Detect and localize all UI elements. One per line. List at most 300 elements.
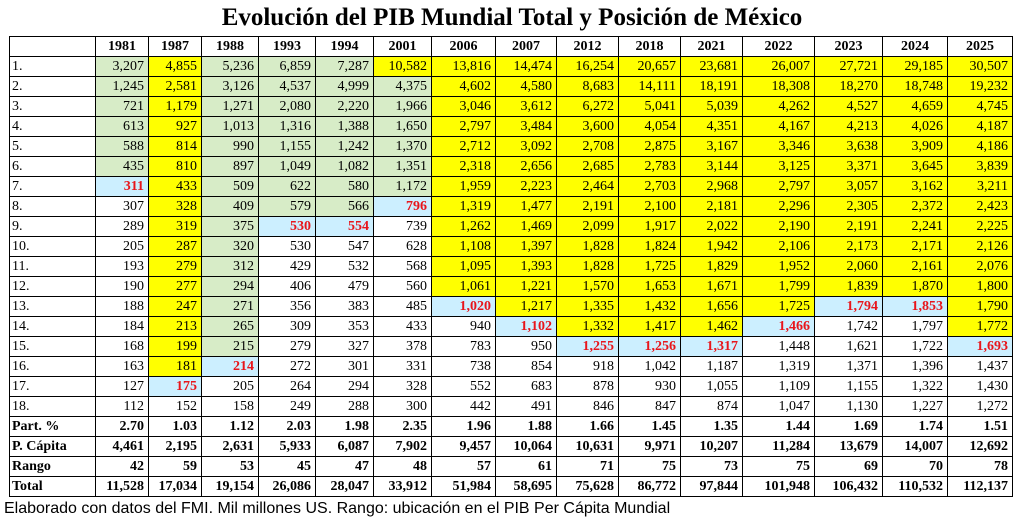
gdp-cell: 530	[259, 237, 316, 257]
gdp-cell: 4,026	[883, 117, 948, 137]
gdp-cell: 628	[374, 237, 432, 257]
year-header: 2012	[557, 37, 619, 57]
gdp-cell: 1,800	[948, 277, 1013, 297]
gdp-cell: 2,241	[883, 217, 948, 237]
gdp-cell: 1,621	[815, 337, 883, 357]
year-header: 2006	[432, 37, 496, 57]
gdp-cell: 721	[96, 97, 149, 117]
gdp-cell: 1,917	[619, 217, 681, 237]
summary-cell: 10,207	[681, 437, 743, 457]
year-header: 2023	[815, 37, 883, 57]
gdp-cell: 783	[432, 337, 496, 357]
gdp-cell: 309	[259, 317, 316, 337]
table-row	[10, 197, 1013, 217]
gdp-cell: 13,816	[432, 57, 496, 77]
rank-label: 8.	[10, 197, 96, 217]
summary-cell: 75	[743, 457, 815, 477]
gdp-cell: 2,703	[619, 177, 681, 197]
gdp-cell: 2,423	[948, 197, 1013, 217]
gdp-cell: 3,600	[557, 117, 619, 137]
table-row	[10, 257, 1013, 277]
gdp-cell: 1,722	[883, 337, 948, 357]
gdp-cell: 1,319	[432, 197, 496, 217]
summary-cell: 75	[619, 457, 681, 477]
gdp-cell: 1,272	[948, 397, 1013, 417]
gdp-cell: 568	[374, 257, 432, 277]
gdp-cell: 3,046	[432, 97, 496, 117]
mexico-cell: 1,102	[496, 317, 557, 337]
summary-label: Rango	[10, 457, 96, 477]
gdp-cell: 2,191	[557, 197, 619, 217]
gdp-cell: 1,417	[619, 317, 681, 337]
gdp-cell: 479	[316, 277, 374, 297]
table-row	[10, 317, 1013, 337]
gdp-cell: 1,870	[883, 277, 948, 297]
summary-cell: 1.51	[948, 417, 1013, 437]
summary-cell: 97,844	[681, 477, 743, 497]
gdp-cell: 429	[259, 257, 316, 277]
gdp-cell: 1,351	[374, 157, 432, 177]
gdp-cell: 2,080	[259, 97, 316, 117]
gdp-cell: 810	[149, 157, 202, 177]
gdp-cell: 1,653	[619, 277, 681, 297]
gdp-cell: 739	[374, 217, 432, 237]
mexico-cell: 1,794	[815, 297, 883, 317]
gdp-cell: 1,371	[815, 357, 883, 377]
gdp-cell: 2,190	[743, 217, 815, 237]
summary-cell: 1.88	[496, 417, 557, 437]
year-header: 2022	[743, 37, 815, 57]
gdp-cell: 1,155	[259, 137, 316, 157]
summary-cell: 12,692	[948, 437, 1013, 457]
summary-cell: 112,137	[948, 477, 1013, 497]
mexico-cell: 1,255	[557, 337, 619, 357]
summary-label: Total	[10, 477, 96, 497]
gdp-cell: 294	[202, 277, 259, 297]
gdp-cell: 3,144	[681, 157, 743, 177]
gdp-cell: 2,022	[681, 217, 743, 237]
gdp-cell: 199	[149, 337, 202, 357]
gdp-cell: 1,671	[681, 277, 743, 297]
gdp-cell: 1,437	[948, 357, 1013, 377]
gdp-cell: 588	[96, 137, 149, 157]
summary-cell: 2,631	[202, 437, 259, 457]
summary-cell: 70	[883, 457, 948, 477]
gdp-cell: 2,100	[619, 197, 681, 217]
gdp-cell: 433	[374, 317, 432, 337]
gdp-cell: 4,999	[316, 77, 374, 97]
gdp-cell: 3,638	[815, 137, 883, 157]
gdp-cell: 1,049	[259, 157, 316, 177]
summary-cell: 2.70	[96, 417, 149, 437]
gdp-cell: 2,191	[815, 217, 883, 237]
gdp-cell: 378	[374, 337, 432, 357]
gdp-cell: 190	[96, 277, 149, 297]
gdp-cell: 328	[374, 377, 432, 397]
gdp-cell: 1,790	[948, 297, 1013, 317]
rank-label: 18.	[10, 397, 96, 417]
year-header: 1981	[96, 37, 149, 57]
gdp-cell: 3,162	[883, 177, 948, 197]
gdp-cell: 2,099	[557, 217, 619, 237]
summary-label: Part. %	[10, 417, 96, 437]
gdp-cell: 1,179	[149, 97, 202, 117]
summary-cell: 1.12	[202, 417, 259, 437]
gdp-cell: 4,187	[948, 117, 1013, 137]
rank-label: 4.	[10, 117, 96, 137]
gdp-cell: 3,057	[815, 177, 883, 197]
gdp-cell: 18,191	[681, 77, 743, 97]
gdp-cell: 847	[619, 397, 681, 417]
rank-label: 12.	[10, 277, 96, 297]
gdp-cell: 2,296	[743, 197, 815, 217]
gdp-cell: 1,335	[557, 297, 619, 317]
rank-label: 7.	[10, 177, 96, 197]
mexico-cell: 1,466	[743, 317, 815, 337]
gdp-cell: 7,287	[316, 57, 374, 77]
rank-label: 15.	[10, 337, 96, 357]
summary-cell: 19,154	[202, 477, 259, 497]
gdp-cell: 950	[496, 337, 557, 357]
mexico-cell: 530	[259, 217, 316, 237]
gdp-cell: 1,797	[883, 317, 948, 337]
summary-cell: 42	[96, 457, 149, 477]
table-row	[10, 117, 1013, 137]
summary-cell: 75,628	[557, 477, 619, 497]
rank-label: 11.	[10, 257, 96, 277]
gdp-cell: 356	[259, 297, 316, 317]
gdp-cell: 1,942	[681, 237, 743, 257]
summary-cell: 51,984	[432, 477, 496, 497]
gdp-table	[9, 36, 1013, 497]
gdp-cell: 327	[316, 337, 374, 357]
rank-label: 3.	[10, 97, 96, 117]
gdp-cell: 552	[432, 377, 496, 397]
gdp-cell: 566	[316, 197, 374, 217]
gdp-cell: 375	[202, 217, 259, 237]
summary-cell: 110,532	[883, 477, 948, 497]
gdp-cell: 3,612	[496, 97, 557, 117]
gdp-cell: 319	[149, 217, 202, 237]
gdp-cell: 1,061	[432, 277, 496, 297]
rank-label: 13.	[10, 297, 96, 317]
summary-cell: 10,631	[557, 437, 619, 457]
gdp-cell: 2,225	[948, 217, 1013, 237]
gdp-cell: 1,271	[202, 97, 259, 117]
gdp-cell: 3,645	[883, 157, 948, 177]
table-row	[10, 77, 1013, 97]
gdp-cell: 30,507	[948, 57, 1013, 77]
gdp-cell: 2,076	[948, 257, 1013, 277]
gdp-cell: 1,656	[681, 297, 743, 317]
gdp-cell: 3,346	[743, 137, 815, 157]
gdp-cell: 265	[202, 317, 259, 337]
gdp-cell: 2,372	[883, 197, 948, 217]
gdp-cell: 1,432	[619, 297, 681, 317]
summary-cell: 11,528	[96, 477, 149, 497]
gdp-cell: 112	[96, 397, 149, 417]
gdp-cell: 5,039	[681, 97, 743, 117]
rank-label: 2.	[10, 77, 96, 97]
mexico-cell: 1,693	[948, 337, 1013, 357]
gdp-cell: 1,013	[202, 117, 259, 137]
table-row	[10, 277, 1013, 297]
gdp-cell: 353	[316, 317, 374, 337]
mexico-cell: 214	[202, 357, 259, 377]
summary-cell: 4,461	[96, 437, 149, 457]
gdp-cell: 683	[496, 377, 557, 397]
gdp-cell: 279	[259, 337, 316, 357]
summary-cell: 10,064	[496, 437, 557, 457]
gdp-cell: 1,650	[374, 117, 432, 137]
table-row	[10, 297, 1013, 317]
gdp-cell: 738	[432, 357, 496, 377]
gdp-cell: 18,270	[815, 77, 883, 97]
gdp-cell: 300	[374, 397, 432, 417]
year-header: 1994	[316, 37, 374, 57]
gdp-cell: 4,167	[743, 117, 815, 137]
header-row	[10, 37, 1013, 57]
summary-cell: 13,679	[815, 437, 883, 457]
summary-cell: 71	[557, 457, 619, 477]
footnote: Elaborado con datos del FMI. Mil millones US. Rango: ubicación en el PIB Per Cápita Mundial	[4, 500, 671, 517]
gdp-cell: 990	[202, 137, 259, 157]
gdp-cell: 272	[259, 357, 316, 377]
gdp-cell: 547	[316, 237, 374, 257]
gdp-cell: 1,966	[374, 97, 432, 117]
gdp-cell: 331	[374, 357, 432, 377]
page-title: Evolución del PIB Mundial Total y Posición de México	[221, 4, 803, 31]
summary-cell: 59	[149, 457, 202, 477]
gdp-cell: 435	[96, 157, 149, 177]
gdp-cell: 264	[259, 377, 316, 397]
gdp-cell: 1,262	[432, 217, 496, 237]
gdp-cell: 1,829	[681, 257, 743, 277]
gdp-cell: 1,227	[883, 397, 948, 417]
gdp-cell: 2,685	[557, 157, 619, 177]
gdp-cell: 1,397	[496, 237, 557, 257]
gdp-cell: 1,055	[681, 377, 743, 397]
gdp-cell: 1,108	[432, 237, 496, 257]
table-row	[10, 97, 1013, 117]
year-header: 1993	[259, 37, 316, 57]
gdp-cell: 3,126	[202, 77, 259, 97]
summary-cell: 48	[374, 457, 432, 477]
table-row	[10, 157, 1013, 177]
gdp-cell: 4,186	[948, 137, 1013, 157]
gdp-cell: 1,217	[496, 297, 557, 317]
year-header: 1988	[202, 37, 259, 57]
gdp-cell: 328	[149, 197, 202, 217]
summary-cell: 17,034	[149, 477, 202, 497]
gdp-cell: 8,683	[557, 77, 619, 97]
gdp-cell: 1,799	[743, 277, 815, 297]
gdp-cell: 1,393	[496, 257, 557, 277]
summary-row	[10, 477, 1013, 497]
gdp-cell: 1,316	[259, 117, 316, 137]
summary-cell: 7,902	[374, 437, 432, 457]
gdp-cell: 532	[316, 257, 374, 277]
mexico-cell: 1,317	[681, 337, 743, 357]
year-header: 1987	[149, 37, 202, 57]
gdp-cell: 168	[96, 337, 149, 357]
summary-cell: 106,432	[815, 477, 883, 497]
gdp-cell: 2,708	[557, 137, 619, 157]
mexico-cell: 311	[96, 177, 149, 197]
year-header: 2018	[619, 37, 681, 57]
gdp-cell: 4,375	[374, 77, 432, 97]
gdp-cell: 622	[259, 177, 316, 197]
summary-cell: 1.98	[316, 417, 374, 437]
gdp-cell: 1,388	[316, 117, 374, 137]
summary-cell: 101,948	[743, 477, 815, 497]
gdp-cell: 406	[259, 277, 316, 297]
gdp-cell: 26,007	[743, 57, 815, 77]
gdp-cell: 5,041	[619, 97, 681, 117]
gdp-cell: 188	[96, 297, 149, 317]
gdp-cell: 560	[374, 277, 432, 297]
table-row	[10, 337, 1013, 357]
gdp-cell: 1,172	[374, 177, 432, 197]
gdp-cell: 2,875	[619, 137, 681, 157]
gdp-cell: 19,232	[948, 77, 1013, 97]
gdp-cell: 940	[432, 317, 496, 337]
gdp-cell: 613	[96, 117, 149, 137]
gdp-cell: 213	[149, 317, 202, 337]
gdp-cell: 1,742	[815, 317, 883, 337]
gdp-cell: 271	[202, 297, 259, 317]
summary-cell: 47	[316, 457, 374, 477]
gdp-cell: 1,725	[743, 297, 815, 317]
gdp-cell: 2,171	[883, 237, 948, 257]
gdp-cell: 247	[149, 297, 202, 317]
gdp-cell: 1,322	[883, 377, 948, 397]
gdp-cell: 580	[316, 177, 374, 197]
mexico-cell: 175	[149, 377, 202, 397]
gdp-cell: 301	[316, 357, 374, 377]
gdp-cell: 1,828	[557, 257, 619, 277]
table-row	[10, 57, 1013, 77]
mexico-cell: 554	[316, 217, 374, 237]
gdp-cell: 18,748	[883, 77, 948, 97]
gdp-cell: 4,351	[681, 117, 743, 137]
rank-label: 16.	[10, 357, 96, 377]
summary-cell: 1.69	[815, 417, 883, 437]
gdp-cell: 184	[96, 317, 149, 337]
summary-cell: 58,695	[496, 477, 557, 497]
gdp-cell: 158	[202, 397, 259, 417]
corner-cell	[10, 37, 96, 57]
summary-cell: 2.03	[259, 417, 316, 437]
gdp-cell: 1,828	[557, 237, 619, 257]
gdp-cell: 6,272	[557, 97, 619, 117]
gdp-cell: 3,207	[96, 57, 149, 77]
gdp-cell: 1,155	[815, 377, 883, 397]
gdp-cell: 874	[681, 397, 743, 417]
gdp-cell: 4,054	[619, 117, 681, 137]
mexico-cell: 796	[374, 197, 432, 217]
gdp-cell: 1,448	[743, 337, 815, 357]
gdp-cell: 2,173	[815, 237, 883, 257]
table-row	[10, 237, 1013, 257]
summary-cell: 2.35	[374, 417, 432, 437]
gdp-cell: 1,095	[432, 257, 496, 277]
gdp-cell: 1,725	[619, 257, 681, 277]
gdp-cell: 3,125	[743, 157, 815, 177]
gdp-cell: 288	[316, 397, 374, 417]
table-row	[10, 397, 1013, 417]
gdp-cell: 3,371	[815, 157, 883, 177]
gdp-cell: 4,580	[496, 77, 557, 97]
gdp-cell: 1,319	[743, 357, 815, 377]
gdp-cell: 2,223	[496, 177, 557, 197]
gdp-cell: 4,537	[259, 77, 316, 97]
gdp-cell: 1,570	[557, 277, 619, 297]
rank-label: 5.	[10, 137, 96, 157]
summary-cell: 1.66	[557, 417, 619, 437]
gdp-cell: 10,582	[374, 57, 432, 77]
gdp-cell: 409	[202, 197, 259, 217]
year-header: 2021	[681, 37, 743, 57]
gdp-cell: 930	[619, 377, 681, 397]
summary-cell: 14,007	[883, 437, 948, 457]
table-row	[10, 377, 1013, 397]
year-header: 2001	[374, 37, 432, 57]
gdp-cell: 3,909	[883, 137, 948, 157]
summary-label: P. Cápita	[10, 437, 96, 457]
gdp-cell: 2,126	[948, 237, 1013, 257]
gdp-cell: 878	[557, 377, 619, 397]
gdp-cell: 2,161	[883, 257, 948, 277]
gdp-cell: 2,220	[316, 97, 374, 117]
gdp-cell: 1,047	[743, 397, 815, 417]
gdp-cell: 163	[96, 357, 149, 377]
gdp-cell: 3,484	[496, 117, 557, 137]
gdp-cell: 2,797	[743, 177, 815, 197]
summary-cell: 1.03	[149, 417, 202, 437]
gdp-cell: 2,060	[815, 257, 883, 277]
gdp-cell: 433	[149, 177, 202, 197]
gdp-cell: 14,111	[619, 77, 681, 97]
summary-cell: 78	[948, 457, 1013, 477]
gdp-cell: 1,462	[681, 317, 743, 337]
rank-label: 10.	[10, 237, 96, 257]
gdp-cell: 383	[316, 297, 374, 317]
year-header: 2007	[496, 37, 557, 57]
rank-label: 14.	[10, 317, 96, 337]
gdp-cell: 846	[557, 397, 619, 417]
gdp-cell: 307	[96, 197, 149, 217]
gdp-cell: 2,464	[557, 177, 619, 197]
gdp-cell: 312	[202, 257, 259, 277]
gdp-cell: 2,318	[432, 157, 496, 177]
gdp-cell: 3,839	[948, 157, 1013, 177]
gdp-cell: 14,474	[496, 57, 557, 77]
rank-label: 6.	[10, 157, 96, 177]
rank-label: 17.	[10, 377, 96, 397]
gdp-cell: 4,745	[948, 97, 1013, 117]
gdp-cell: 4,855	[149, 57, 202, 77]
table-row	[10, 357, 1013, 377]
gdp-cell: 23,681	[681, 57, 743, 77]
summary-cell: 1.96	[432, 417, 496, 437]
gdp-cell: 1,839	[815, 277, 883, 297]
gdp-cell: 287	[149, 237, 202, 257]
year-header: 2025	[948, 37, 1013, 57]
summary-cell: 1.35	[681, 417, 743, 437]
gdp-cell: 20,657	[619, 57, 681, 77]
gdp-cell: 2,305	[815, 197, 883, 217]
